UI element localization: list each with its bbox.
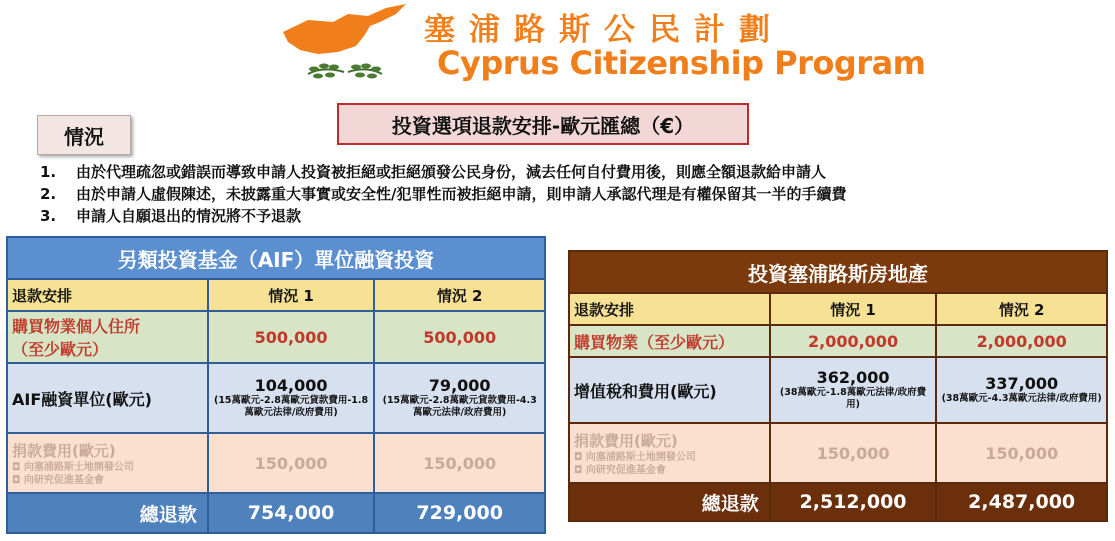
aif-cell-case-2: [374, 363, 545, 433]
note-item: [40, 205, 846, 227]
vat-note-case-1: (38萬歐元-1.8萬歐元法律/政府費用): [779, 387, 927, 410]
donation-value-case-1: 150,000: [208, 433, 375, 493]
column-header-case-2: 情況 2: [374, 279, 545, 311]
note-text: 由於代理疏忽或錯誤而導致申請人投資被拒絕或拒絕頒發公民身份，減去任何自付費用後，則應全額退款給申請人: [76, 163, 827, 181]
property-value-case-2: 500,000: [374, 311, 545, 363]
vat-cell-case-2: [936, 357, 1107, 423]
table-row-total: [7, 493, 545, 533]
table-row-donation: [7, 433, 545, 493]
aif-refund-table: [6, 236, 546, 534]
property-table-title: 投資塞浦路斯房地產: [569, 251, 1107, 293]
property-value-case-1: 500,000: [208, 311, 375, 363]
aif-value-case-2: 79,000: [428, 376, 491, 395]
situation-label: 情況: [37, 115, 131, 155]
note-number: 3.: [40, 207, 57, 225]
donation-label: 捐款費用(歐元): [574, 431, 678, 450]
donation-label: 捐款費用(歐元): [12, 441, 116, 460]
aif-cell-case-1: [208, 363, 375, 433]
donation-value-case-1: 150,000: [770, 423, 937, 483]
aif-table-title: 另類投資基金（AIF）單位融資投資: [7, 237, 545, 279]
table-row-vat: [569, 357, 1107, 423]
total-value-case-1: 2,512,000: [770, 483, 937, 521]
table-title-row: [569, 251, 1107, 293]
aif-note-case-1: (15萬歐元-2.8萬歐元貸款費用-1.8萬歐元法律/政府費用): [213, 395, 369, 418]
note-item: [40, 161, 846, 183]
total-value-case-2: 2,487,000: [936, 483, 1107, 521]
table-header-row: [569, 293, 1107, 325]
column-header-case-1: 情況 1: [770, 293, 937, 325]
note-number: 1.: [40, 163, 57, 181]
donation-value-case-2: 150,000: [936, 423, 1107, 483]
table-header-row: [7, 279, 545, 311]
table-row-total: [569, 483, 1107, 521]
row-label-vat: 增值稅和費用(歐元): [569, 357, 770, 423]
program-title-english: Cyprus Citizenship Program: [437, 44, 926, 82]
program-title-chinese: 塞浦路斯公民計劃: [424, 12, 784, 48]
column-header-refund: 退款安排: [7, 279, 208, 311]
table-title-row: [7, 237, 545, 279]
refund-summary-title: 投資選項退款安排-歐元匯總（€）: [337, 103, 749, 145]
table-row-property: [569, 325, 1107, 357]
cyprus-emblem: [278, 2, 413, 84]
row-label-donation: [569, 423, 770, 483]
total-value-case-1: 754,000: [208, 493, 375, 533]
row-label-line: 購買物業個人住所: [12, 317, 141, 336]
donation-sub-item: ◘ 向研究促進基金會: [12, 474, 104, 486]
column-header-case-1: 情況 1: [208, 279, 375, 311]
table-row-property: [7, 311, 545, 363]
aif-value-case-1: 104,000: [254, 376, 328, 395]
column-header-refund: 退款安排: [569, 293, 770, 325]
property-value-case-1: 2,000,000: [770, 325, 937, 357]
vat-value-case-1: 362,000: [816, 368, 890, 387]
row-label-total: 總退款: [569, 483, 770, 521]
note-text: 申請人自願退出的情況將不予退款: [76, 207, 302, 225]
row-label-line: （至少歐元）: [12, 340, 109, 359]
vat-note-case-2: (38萬歐元-4.3萬歐元法律/政府費用): [941, 393, 1102, 404]
table-row-donation: [569, 423, 1107, 483]
vat-cell-case-1: [770, 357, 937, 423]
aif-note-case-2: (15萬歐元-2.8萬歐元貸款費用-4.3萬歐元法律/政府費用): [382, 395, 537, 418]
row-label-property: [7, 311, 208, 363]
donation-sub-item: ◘ 向研究促進基金會: [574, 464, 666, 476]
table-row-aif-units: [7, 363, 545, 433]
note-text: 由於申請人虛假陳述，未披露重大事實或安全性/犯罪性而被拒絕申請，則申請人承認代理是有權保留其一半的手續費: [76, 185, 847, 203]
column-header-case-2: 情況 2: [936, 293, 1107, 325]
note-number: 2.: [40, 185, 57, 203]
note-item: [40, 183, 846, 205]
total-value-case-2: 729,000: [374, 493, 545, 533]
row-label-donation: [7, 433, 208, 493]
row-label-property: 購買物業（至少歐元）: [569, 325, 770, 357]
donation-sub-item: ◘ 向塞浦路斯土地開發公司: [12, 461, 134, 473]
donation-value-case-2: 150,000: [374, 433, 545, 493]
donation-sub-item: ◘ 向塞浦路斯土地開發公司: [574, 451, 696, 463]
row-label-aif: AIF融資單位(歐元): [7, 363, 208, 433]
vat-value-case-2: 337,000: [985, 374, 1059, 393]
property-value-case-2: 2,000,000: [936, 325, 1107, 357]
row-label-total: 總退款: [7, 493, 208, 533]
header: [0, 0, 1115, 95]
situation-notes: [40, 161, 846, 227]
property-refund-table: [568, 250, 1108, 522]
